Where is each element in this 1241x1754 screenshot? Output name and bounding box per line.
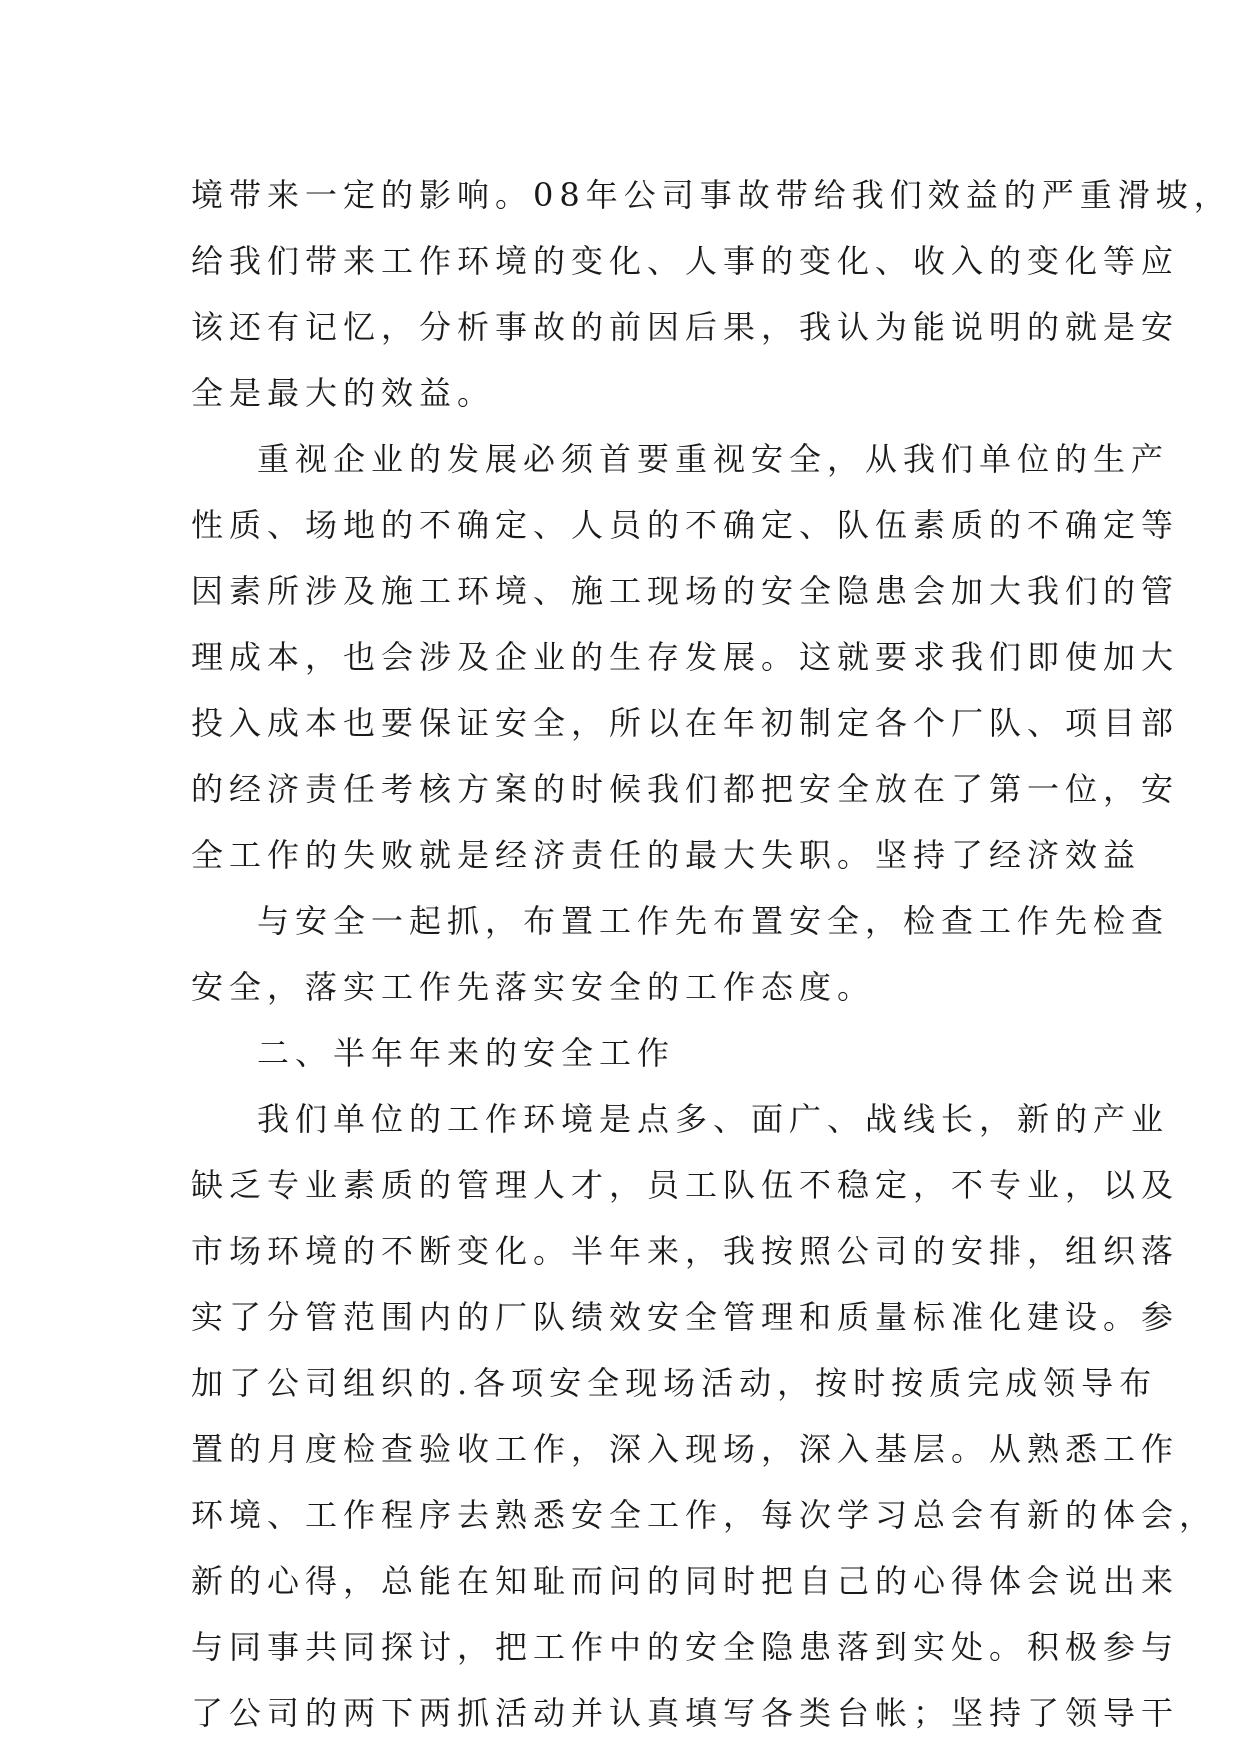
text-line: 性质、场地的不确定、人员的不确定、队伍素质的不确定等 [191, 506, 1180, 544]
text-line: 投入成本也要保证安全，所以在年初制定各个厂队、项目部 [191, 704, 1180, 742]
text-line: 实了分管范围内的厂队绩效安全管理和质量标准化建设。参 [191, 1298, 1180, 1336]
text-line: 该还有记忆，分析事故的前因后果，我认为能说明的就是安 [191, 308, 1180, 346]
text-line: 环境、工作程序去熟悉安全工作，每次学习总会有新的体会， [191, 1496, 1218, 1534]
text-line: 新的心得，总能在知耻而问的同时把自己的心得体会说出来 [191, 1562, 1180, 1600]
text-line: 全工作的失败就是经济责任的最大失职。坚持了经济效益 [191, 836, 1142, 874]
text-line: 给我们带来工作环境的变化、人事的变化、收入的变化等应 [191, 242, 1180, 280]
text-line: 缺乏专业素质的管理人才，员工队伍不稳定，不专业，以及 [191, 1166, 1180, 1204]
text-line: 我们单位的工作环境是点多、面广、战线长，新的产业 [257, 1100, 1170, 1138]
text-line: 市场环境的不断变化。半年来，我按照公司的安排，组织落 [191, 1232, 1180, 1270]
text-line: 加了公司组织的.各项安全现场活动，按时按质完成领导布 [191, 1364, 1158, 1402]
text-line: 安全，落实工作先落实安全的工作态度。 [191, 968, 876, 1006]
text-line: 境带来一定的影响。08年公司事故带给我们效益的严重滑坡， [191, 176, 1232, 214]
text-line: 理成本，也会涉及企业的生存发展。这就要求我们即使加大 [191, 638, 1180, 676]
text-line: 重视企业的发展必须首要重视安全，从我们单位的生产 [257, 440, 1170, 478]
document-body [191, 162, 1232, 1746]
text-line: 全是最大的效益。 [191, 374, 496, 412]
text-line: 了公司的两下两抓活动并认真填写各类台帐；坚持了领导干 [191, 1694, 1180, 1732]
section-heading: 二、半年年来的安全工作 [257, 1034, 676, 1072]
text-line: 因素所涉及施工环境、施工现场的安全隐患会加大我们的管 [191, 572, 1180, 610]
text-line: 的经济责任考核方案的时候我们都把安全放在了第一位，安 [191, 770, 1180, 808]
text-line: 与同事共同探讨，把工作中的安全隐患落到实处。积极参与 [191, 1628, 1180, 1666]
text-line: 与安全一起抓，布置工作先布置安全，检查工作先检查 [257, 902, 1170, 940]
text-line: 置的月度检查验收工作，深入现场，深入基层。从熟悉工作 [191, 1430, 1180, 1468]
